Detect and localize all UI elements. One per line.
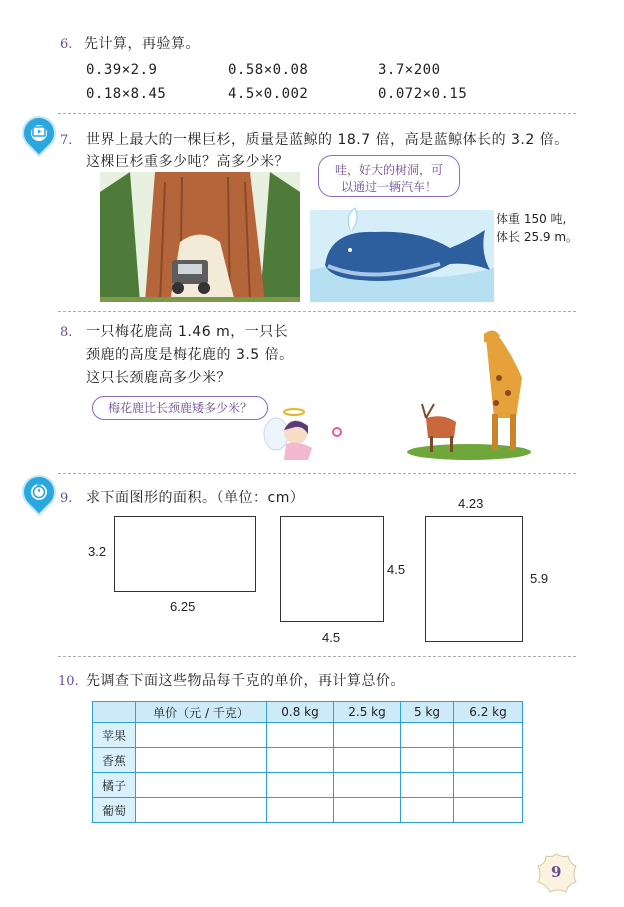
price-table (92, 701, 523, 823)
giant-sequoia-illustration (100, 172, 300, 302)
row-label: 葡萄 (93, 798, 136, 823)
table-cell[interactable] (136, 798, 267, 823)
table-cell[interactable] (136, 773, 267, 798)
rectangle-shape-1 (114, 516, 256, 592)
table-cell[interactable] (454, 798, 523, 823)
table-cell[interactable] (401, 723, 454, 748)
whale-length-text: 体长 25.9 m。 (496, 230, 579, 244)
q6-expr-5: 4.5×0.002 (228, 86, 309, 102)
divider (58, 311, 576, 312)
table-cell[interactable] (401, 773, 454, 798)
row-label: 香蕉 (93, 748, 136, 773)
table-cell[interactable] (334, 723, 401, 748)
page-number: 9 (551, 863, 562, 881)
table-cell[interactable] (334, 748, 401, 773)
table-cell[interactable] (136, 748, 267, 773)
q9-text: 求下面图形的面积。（单位：cm） (86, 490, 305, 506)
table-cell[interactable] (267, 748, 334, 773)
table-cell[interactable] (334, 773, 401, 798)
q6-number: 6. (60, 37, 73, 52)
video-icon (31, 124, 47, 140)
table-row (93, 723, 523, 748)
q7-bubble-line1: 哇，好大的树洞，可 (334, 163, 443, 177)
row-label: 橘子 (93, 773, 136, 798)
table-cell[interactable] (267, 798, 334, 823)
giraffe-deer-illustration (404, 318, 534, 460)
table-header-cell: 2.5 kg (334, 702, 401, 723)
q6-expr-1: 0.39×2.9 (86, 62, 158, 78)
table-header-cell: 0.8 kg (267, 702, 334, 723)
shape2-height-label: 4.5 (387, 562, 406, 577)
shape1-width-label: 6.25 (170, 599, 196, 614)
q9-number: 9. (60, 491, 73, 506)
shape1-height-label: 3.2 (88, 544, 107, 559)
shape3-width-label: 4.23 (458, 496, 484, 511)
q7-bubble-line2: 以通过一辆汽车！ (340, 180, 437, 194)
q8-speech-bubble (92, 396, 268, 420)
shape2-width-label: 4.5 (322, 630, 341, 645)
divider (58, 113, 576, 114)
q7-line1: 世界上最大的一棵巨杉，质量是蓝鲸的 18.7 倍，高是蓝鲸体长的 3.2 倍。 (86, 132, 569, 148)
table-cell[interactable] (267, 773, 334, 798)
q7-line2: 这棵巨杉重多少吨？高多少米？ (86, 154, 289, 170)
table-row (93, 773, 523, 798)
q6-expr-2: 0.58×0.08 (228, 62, 309, 78)
table-cell[interactable] (454, 748, 523, 773)
table-cell[interactable] (334, 798, 401, 823)
timer-icon (31, 483, 47, 499)
q6-expr-6: 0.072×0.15 (378, 86, 468, 102)
table-row (93, 798, 523, 823)
table-cell[interactable] (454, 723, 523, 748)
table-header-cell: 6.2 kg (454, 702, 523, 723)
q6-text: 先计算，再验算。 (84, 36, 200, 52)
whale-weight-text: 体重 150 吨, (496, 212, 567, 226)
q8-line1: 一只梅花鹿高 1.46 m，一只长 (86, 324, 289, 340)
divider (58, 473, 576, 474)
row-label: 苹果 (93, 723, 136, 748)
table-cell[interactable] (454, 773, 523, 798)
q8-bubble-text: 梅花鹿比长颈鹿矮多少米？ (107, 401, 252, 415)
table-cell[interactable] (267, 723, 334, 748)
shape3-height-label: 5.9 (530, 571, 549, 586)
divider (58, 656, 576, 657)
table-row (93, 748, 523, 773)
table-cell[interactable] (136, 723, 267, 748)
q8-line3: 这只长颈鹿高多少米？ (86, 370, 231, 386)
table-header-row (93, 702, 523, 723)
table-header-cell: 5 kg (401, 702, 454, 723)
q7-speech-bubble (318, 155, 460, 197)
q6-expr-4: 0.18×8.45 (86, 86, 167, 102)
table-cell[interactable] (401, 748, 454, 773)
q10-text: 先调查下面这些物品每千克的单价，再计算总价。 (86, 673, 405, 689)
square-shape-2 (280, 516, 384, 622)
table-cell[interactable] (401, 798, 454, 823)
table-header-cell: 单价（元 / 千克） (136, 702, 267, 723)
q10-number: 10. (58, 674, 79, 689)
angel-girl-illustration (262, 404, 352, 464)
q8-line2: 颈鹿的高度是梅花鹿的 3.5 倍。 (86, 347, 294, 363)
rectangle-shape-3 (425, 516, 523, 642)
q6-expr-3: 3.7×200 (378, 62, 441, 78)
table-header-cell (93, 702, 136, 723)
q7-number: 7. (60, 133, 73, 148)
q8-number: 8. (60, 325, 73, 340)
